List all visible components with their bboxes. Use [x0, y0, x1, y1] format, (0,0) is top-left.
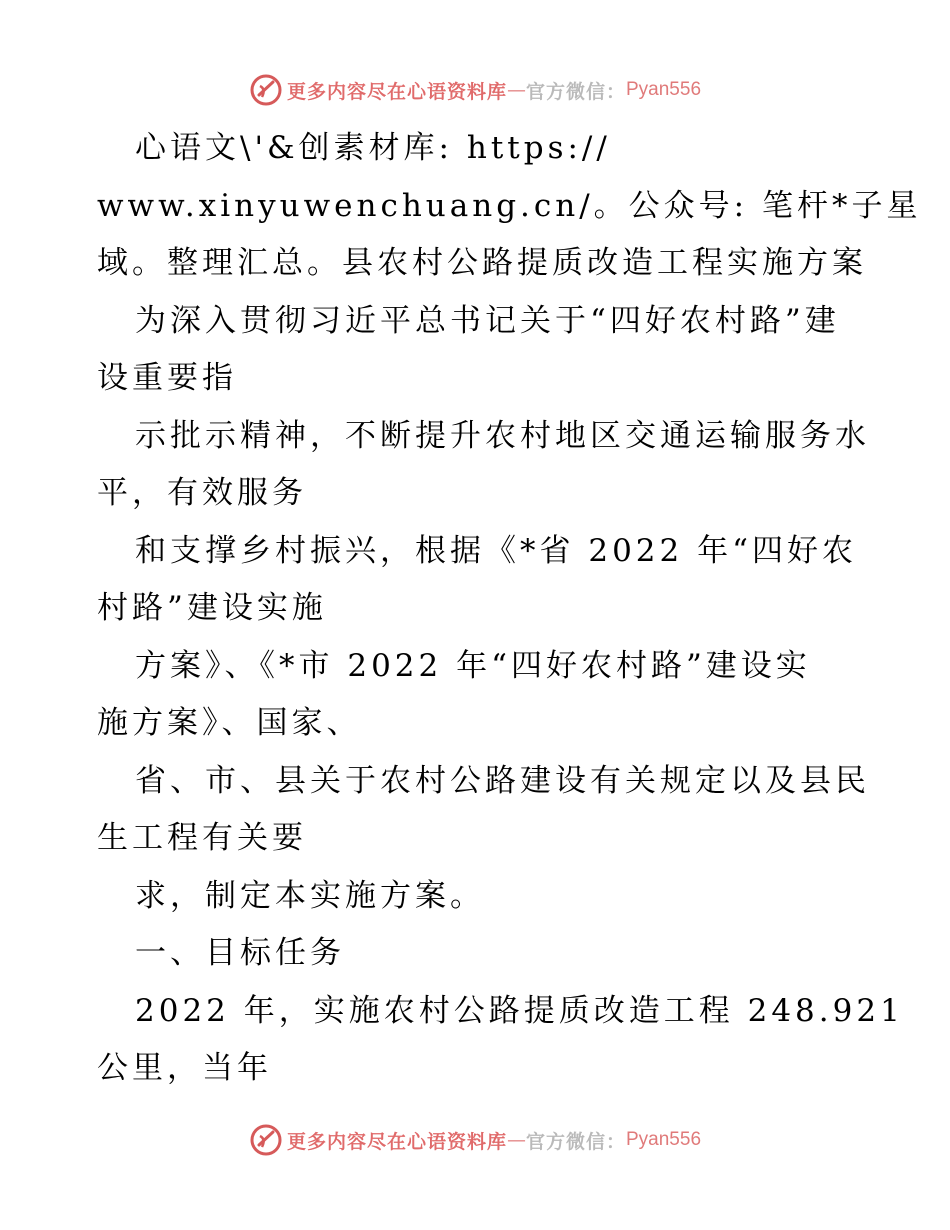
text-line: 施方案》、国家、	[97, 705, 362, 741]
text-line: 为深入贯彻习近平总书记关于“四好农村路”建	[135, 302, 840, 339]
banner-dash: —	[506, 1129, 526, 1151]
text-line: 和支撑乡村振兴，根据《*省 2022 年“四好农	[135, 532, 857, 569]
brand-logo-icon	[249, 73, 283, 107]
text-line: 域。整理汇总。县农村公路提质改造工程实施方案	[97, 245, 867, 281]
banner-dash: —	[506, 79, 526, 101]
banner-wechat-id: Pyan556	[626, 79, 702, 100]
text-line: 省、市、县关于农村公路建设有关规定以及县民	[135, 762, 870, 799]
text-line: 方案》、《*市 2022 年“四好农村路”建设实	[135, 647, 811, 684]
text-line: 求，制定本实施方案。	[135, 877, 485, 914]
banner-main-text: 更多内容尽在心语资料库	[286, 80, 507, 103]
header-watermark-banner	[0, 70, 950, 110]
banner-wechat-label: 官方微信：	[525, 1130, 626, 1153]
text-line: 公里，当年	[97, 1050, 272, 1086]
text-line: 2022 年，实施农村公路提质改造工程 248.921	[135, 992, 904, 1029]
section-heading: 一、目标任务	[135, 935, 345, 971]
text-line: 设重要指	[97, 360, 237, 396]
banner-main-text: 更多内容尽在心语资料库	[286, 1130, 507, 1153]
footer-watermark-banner	[0, 1120, 950, 1160]
document-body	[97, 120, 922, 1098]
banner-wechat-label: 官方微信：	[525, 80, 626, 103]
text-line: 村路”建设实施	[97, 590, 327, 626]
text-line: 平，有效服务	[97, 475, 307, 511]
banner-wechat-id: Pyan556	[626, 1129, 702, 1150]
text-line: 生工程有关要	[97, 820, 307, 856]
text-line: 示批示精神，不断提升农村地区交通运输服务水	[135, 417, 870, 454]
text-line: 心语文\'&创素材库: https://	[135, 130, 611, 166]
text-line: www.xinyuwenchuang.cn/。公众号: 笔杆*子星	[97, 187, 922, 224]
brand-logo-icon	[249, 1123, 283, 1157]
